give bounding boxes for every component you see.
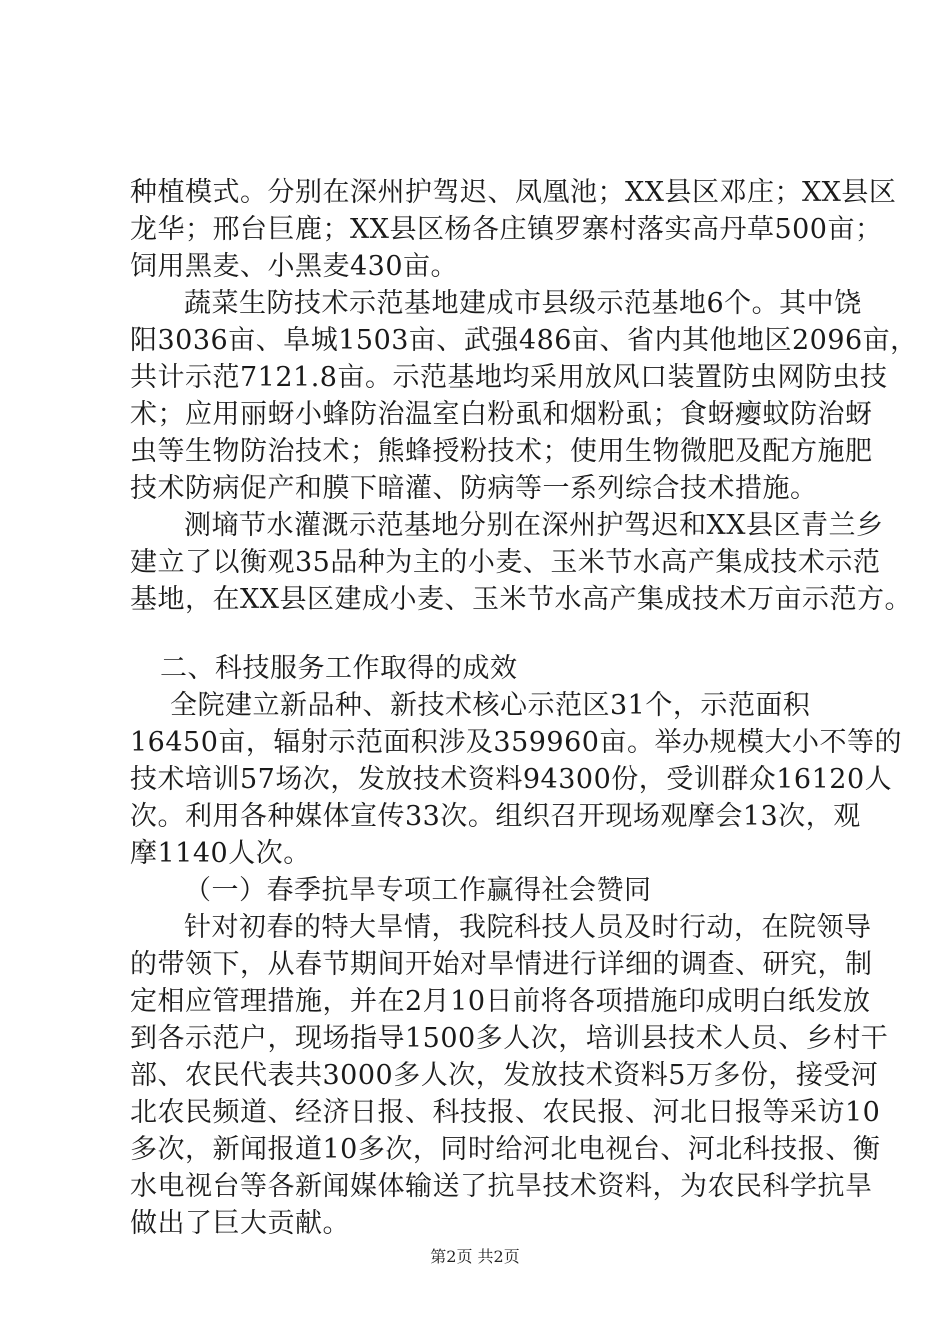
document-body bbox=[130, 174, 918, 1242]
text-line: 饲用黑麦、小黑麦430亩。 bbox=[130, 251, 459, 282]
paragraph bbox=[130, 507, 912, 618]
text-line: 16450亩，辐射示范面积涉及359960亩。举办规模大小不等的 bbox=[130, 727, 902, 758]
text-line: 针对初春的特大旱情，我院科技人员及时行动，在院领导 bbox=[184, 912, 872, 943]
text-line: 北农民频道、经济日报、科技报、农民报、河北日报等采访10 bbox=[130, 1097, 881, 1128]
text-line: 技术防病促产和膜下暗灌、防病等一系列综合技术措施。 bbox=[130, 473, 818, 504]
text-line: 摩1140人次。 bbox=[130, 838, 311, 869]
text-line: 到各示范户，现场指导1500多人次，培训县技术人员、乡村干 bbox=[130, 1023, 889, 1054]
paragraph bbox=[130, 285, 918, 507]
paragraph bbox=[130, 687, 902, 872]
text-line: 龙华；邢台巨鹿；XX县区杨各庄镇罗寨村落实高丹草500亩； bbox=[130, 214, 883, 245]
text-line: 共计示范7121.8亩。示范基地均采用放风口装置防虫网防虫技 bbox=[130, 362, 888, 393]
paragraph bbox=[130, 174, 897, 285]
subsection-heading bbox=[130, 872, 830, 909]
text-line: 种植模式。分别在深州护驾迟、凤凰池；XX县区邓庄；XX县区 bbox=[130, 177, 897, 208]
text-line: 测墒节水灌溉示范基地分别在深州护驾迟和XX县区青兰乡 bbox=[184, 510, 884, 541]
text-line: 术；应用丽蚜小蜂防治温室白粉虱和烟粉虱；食蚜瘿蚊防治蚜 bbox=[130, 399, 873, 430]
text-line: 定相应管理措施，并在2月10日前将各项措施印成明白纸发放 bbox=[130, 986, 871, 1017]
text-line: 阳3036亩、阜城1503亩、武强486亩、省内其他地区2096亩， bbox=[130, 325, 918, 356]
text-line: 建立了以衡观35品种为主的小麦、玉米节水高产集成技术示范 bbox=[130, 547, 881, 578]
text-line: 次。利用各种媒体宣传33次。组织召开现场观摩会13次，观 bbox=[130, 801, 861, 832]
heading-text: 二、科技服务工作取得的成效 bbox=[160, 653, 518, 684]
section-heading bbox=[130, 650, 830, 687]
paragraph-gap bbox=[130, 618, 830, 650]
text-line: 的带领下，从春节期间开始对旱情进行详细的调查、研究，制 bbox=[130, 949, 873, 980]
text-line: 全院建立新品种、新技术核心示范区31个，示范面积 bbox=[170, 690, 811, 721]
text-line: 基地，在XX县区建成小麦、玉米节水高产集成技术万亩示范方。 bbox=[130, 584, 912, 615]
text-line: 水电视台等各新闻媒体输送了抗旱技术资料，为农民科学抗旱 bbox=[130, 1171, 873, 1202]
paragraph bbox=[130, 909, 889, 1242]
text-line: 做出了巨大贡献。 bbox=[130, 1208, 350, 1239]
text-line: 多次，新闻报道10多次，同时给河北电视台、河北科技报、衡 bbox=[130, 1134, 881, 1165]
page-number-footer: 第2页 共2页 bbox=[430, 1247, 520, 1266]
text-line: 虫等生物防治技术；熊蜂授粉技术；使用生物微肥及配方施肥 bbox=[130, 436, 873, 467]
heading-text: （一）春季抗旱专项工作赢得社会赞同 bbox=[184, 875, 652, 906]
text-line: 部、农民代表共3000多人次，发放技术资料5万多份，接受河 bbox=[130, 1060, 879, 1091]
text-line: 技术培训57场次，发放技术资料94300份，受训群众16120人 bbox=[130, 764, 893, 795]
text-line: 蔬菜生防技术示范基地建成市县级示范基地6个。其中饶 bbox=[184, 288, 862, 319]
